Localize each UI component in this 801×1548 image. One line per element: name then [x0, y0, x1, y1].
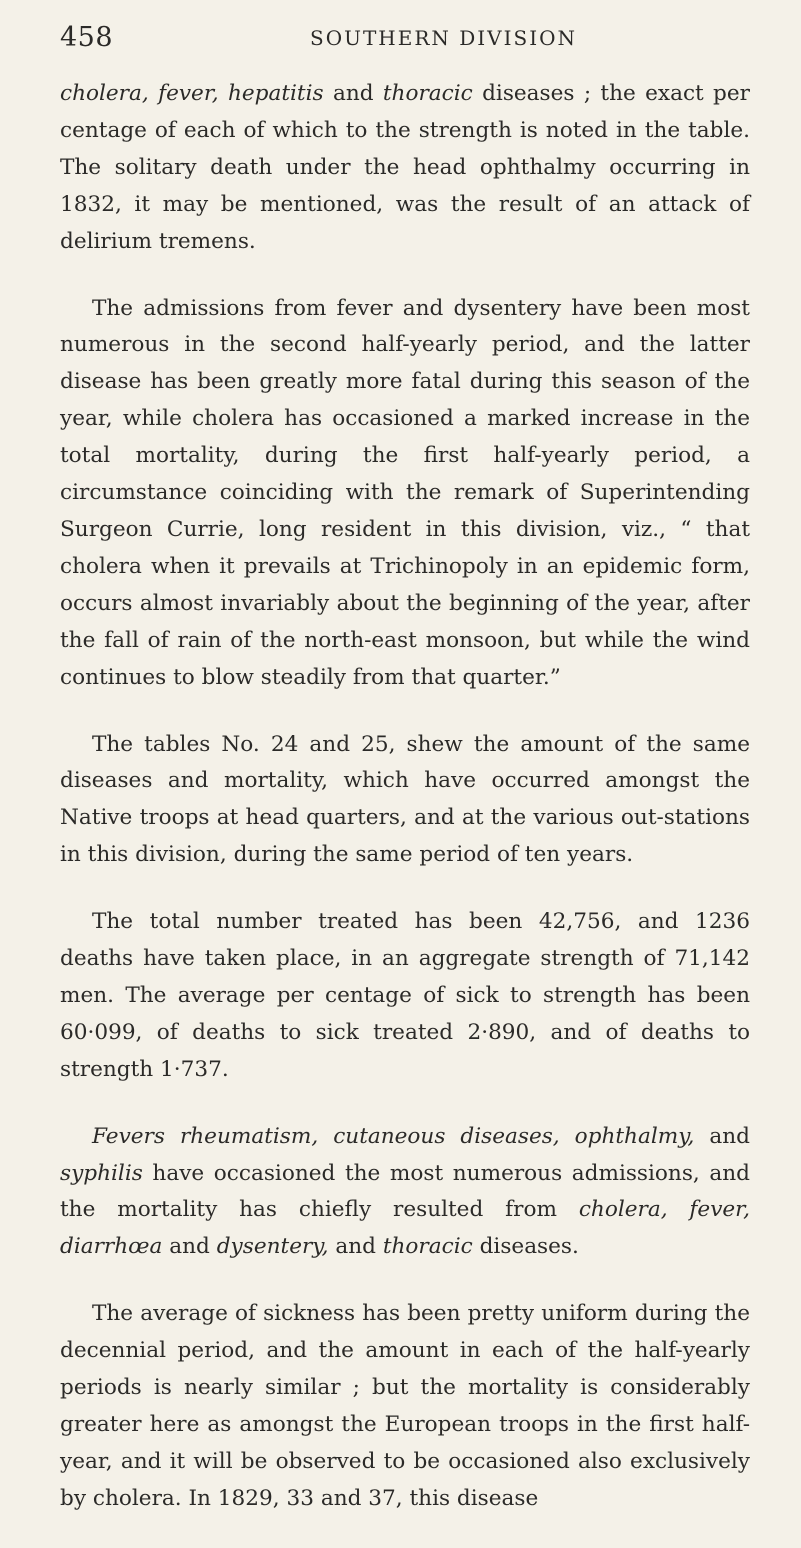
paragraph-1: [60, 76, 750, 261]
italic-dysentery: dysentery,: [216, 1234, 329, 1260]
italic-admissions: Fevers rheumatism, cutaneous diseases, ophthalmy,: [92, 1123, 695, 1149]
text-segment: diseases.: [472, 1234, 579, 1260]
italic-diseases: cholera, fever, hepatitis: [60, 81, 324, 106]
text-segment: and: [328, 1234, 383, 1260]
paragraph-2: The admissions from fever and dysentery have been most numerous in the second half-yearly period, and the latter disease has been greatly more fatal during this season of the year, while cholera has occasioned a marked increase in the total mortality, during the first half-yearly period, a circumstance coinciding with the remark of Superintending Surgeon Currie, long resident in this division, viz., “ that cholera when it prevails at Trichinopoly in an epidemic form, occurs almost invariably about the beginning of the year, after the fall of rain of the north-east monsoon, but while the wind continues to blow steadily from that quarter.”: [60, 295, 750, 690]
italic-thoracic-2: thoracic: [382, 1234, 473, 1260]
paragraph-4: The total number treated has been 42,756, and 1236 deaths have taken place, in an aggregate strength of 71,142 men. The average per centage of sick to strength has been 60·099, of deaths to sick treated 2·890, and of deaths to strength 1·737.: [60, 909, 750, 1082]
text-segment: and: [162, 1234, 217, 1260]
text-segment: diseases ; the exact per centage of each of which to the strength is noted in the table. The solitary death under the head ophthalmy occurring in 1832, it may be mentioned, was the result of an attack of delirium tremens.: [60, 81, 750, 254]
text-segment: have occasioned the most numerous admissions, and the mortality has chiefly resulted from: [60, 1160, 750, 1223]
text-segment: and: [323, 81, 383, 106]
italic-mortality-diseases: cholera, fever, diarrhœa: [60, 1197, 750, 1260]
paragraph-3: The tables No. 24 and 25, shew the amount of the same diseases and mortality, which have occurred amongst the Native troops at head quarters, and at the various out-stations in this division, during the same period of ten years.: [60, 731, 750, 868]
text-segment: and: [694, 1123, 750, 1149]
page-header: [60, 22, 741, 62]
page-body: [60, 76, 750, 1548]
paragraph-6: The average of sickness has been pretty uniform during the decennial period, and the amount in each of the half-yearly periods is nearly similar ; but the mortality is considerably greater here as amongst the European troops in the first half-year, and it will be observed to be occasioned also exclusively by cholera. In 1829, 33 and 37, this disease: [60, 1301, 750, 1511]
running-head: SOUTHERN DIVISION: [310, 26, 578, 50]
paragraph-5: [60, 1119, 750, 1267]
italic-syphilis: syphilis: [60, 1160, 143, 1186]
page-number: 458: [60, 22, 114, 53]
italic-thoracic: thoracic: [382, 81, 473, 106]
